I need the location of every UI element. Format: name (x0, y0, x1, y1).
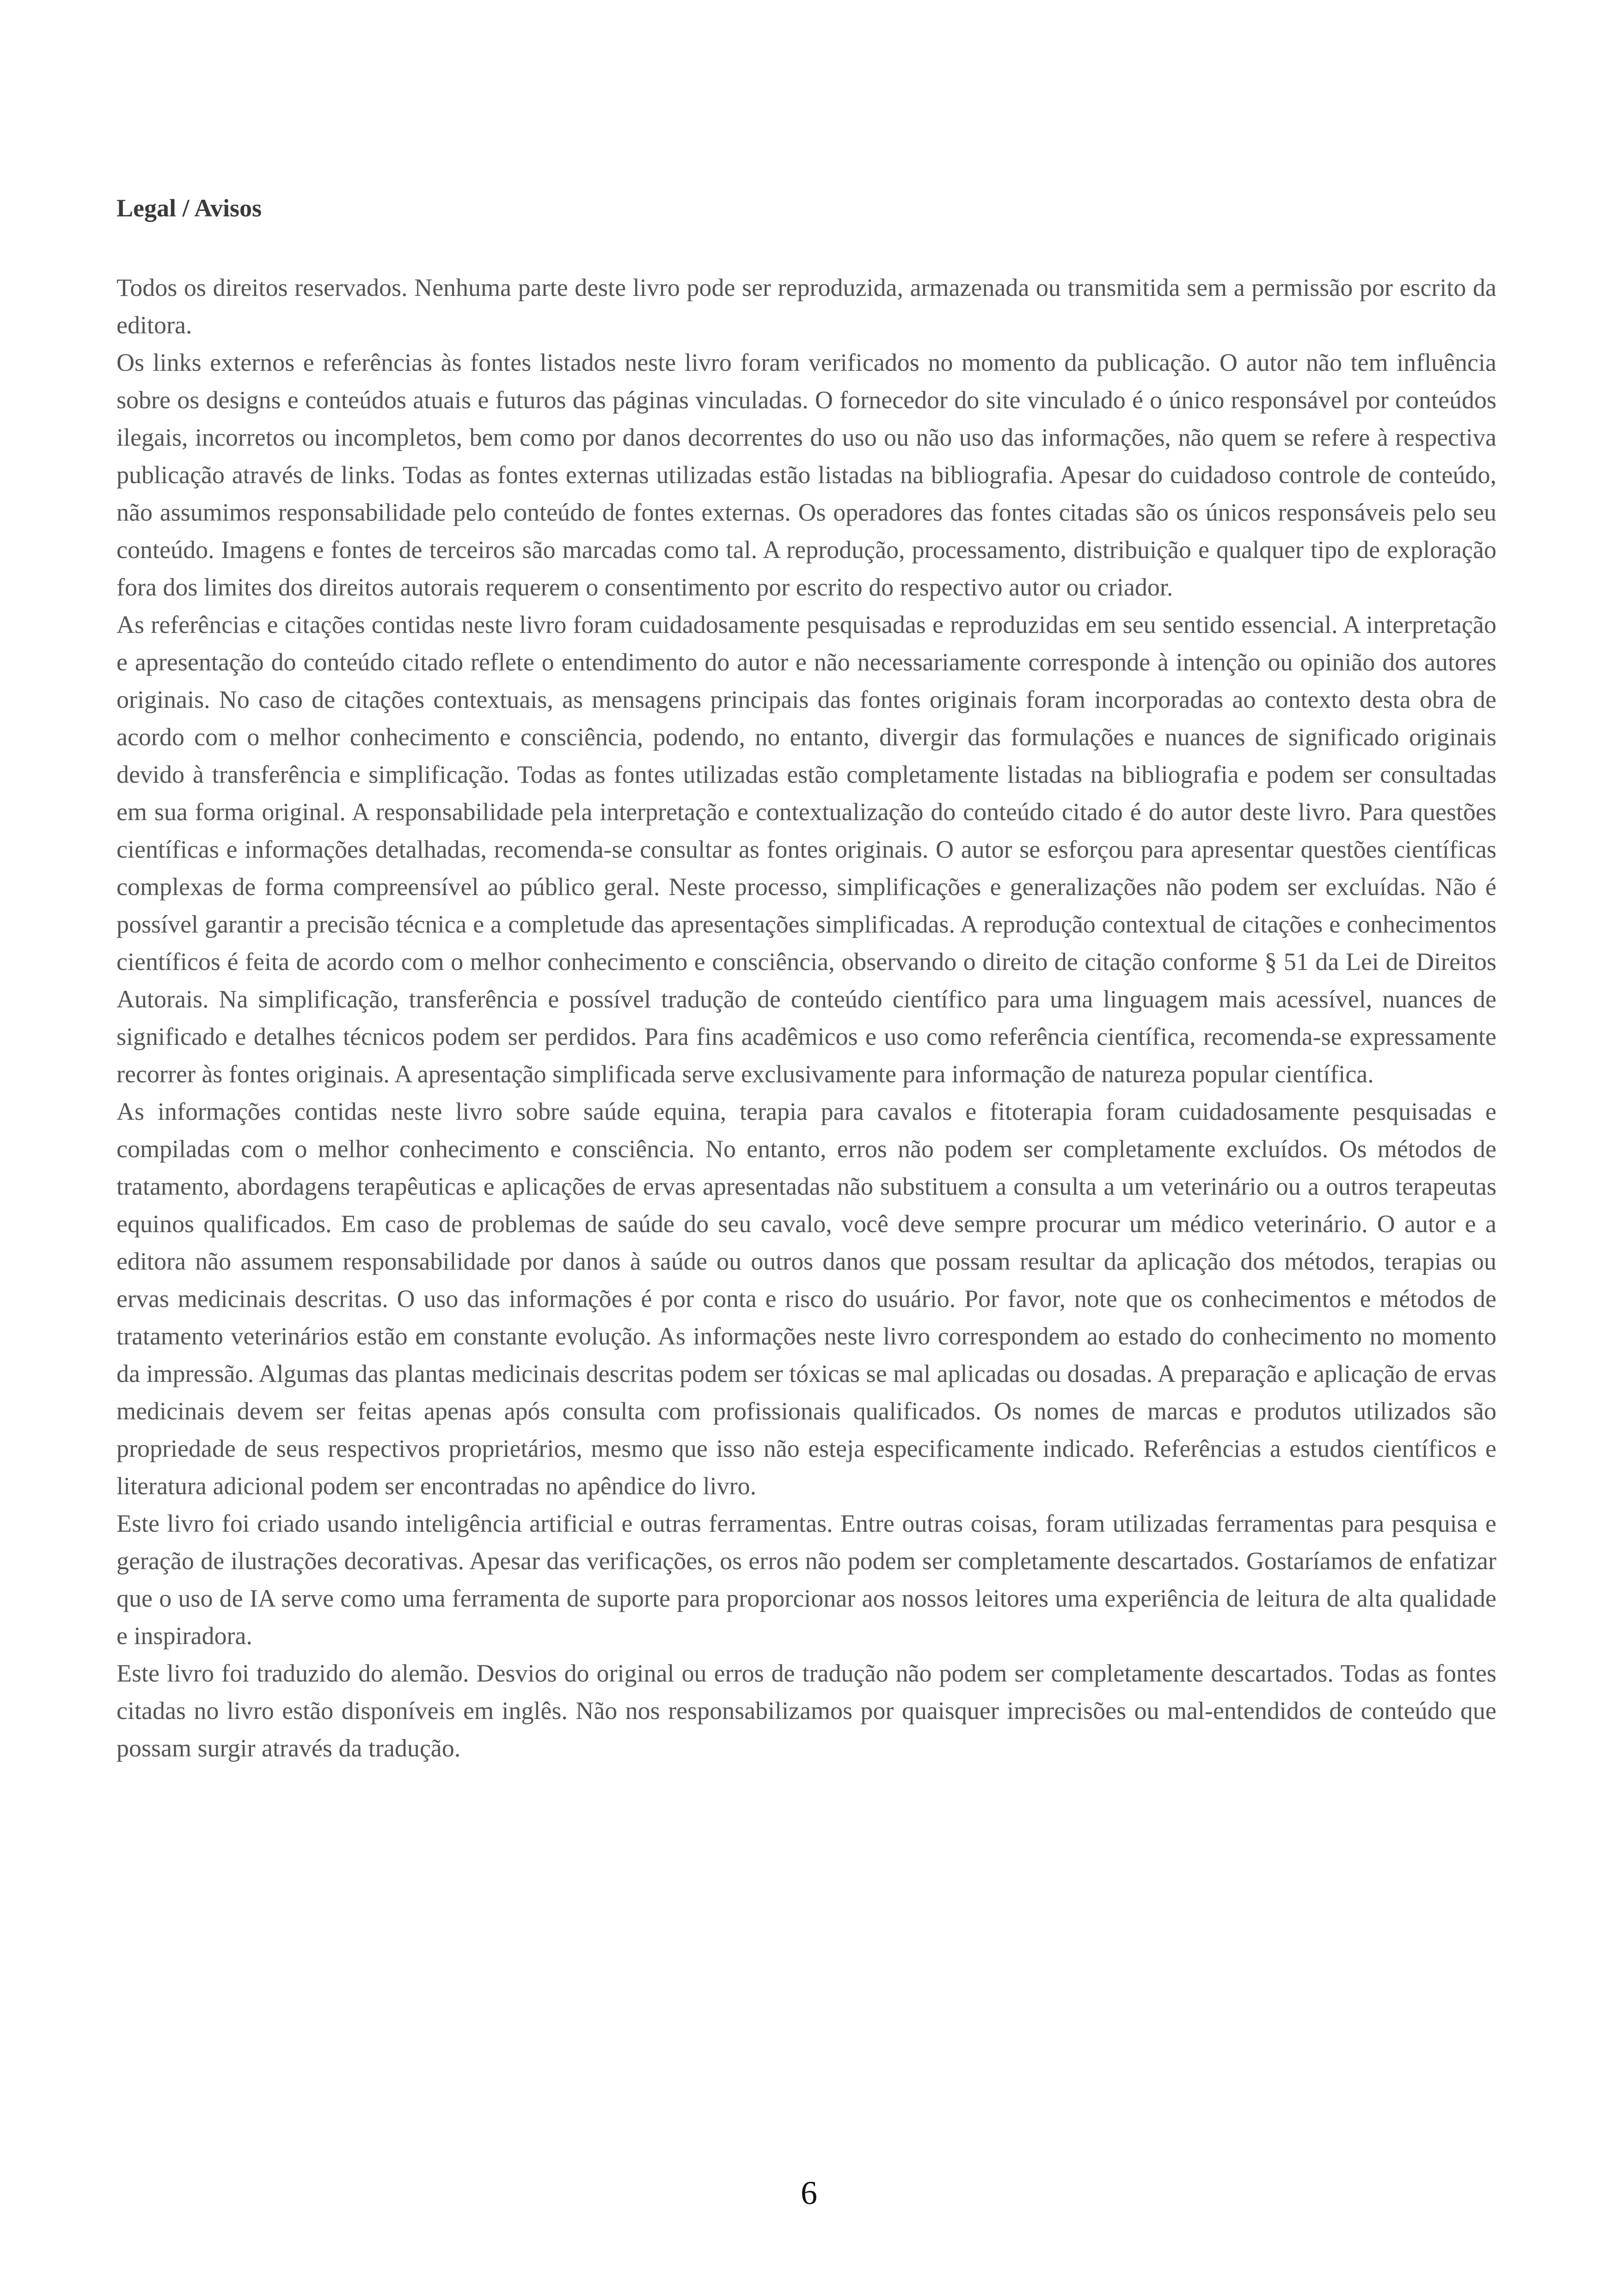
paragraph-health-disclaimer: As informações contidas neste livro sobre saúde equina, terapia para cavalos e fitoterapia foram cuidadosamente pesquisadas e compiladas com o melhor conhecimento e consciência. No entanto, erros não podem ser completamente excluídos. Os métodos de tratamento, abordagens terapêuticas e aplicações de ervas apresentadas não substituem a consulta a um veterinário ou a outros terapeutas equinos qualificados. Em caso de problemas de saúde do seu cavalo, você deve sempre procurar um médico veterinário. O autor e a editora não assumem responsabilidade por danos à saúde ou outros danos que possam resultar da aplicação dos métodos, terapias ou ervas medicinais descritas. O uso das informações é por conta e risco do usuário. Por favor, note que os conhecimentos e métodos de tratamento veterinários estão em constante evolução. As informações neste livro correspondem ao estado do conhecimento no momento da impressão. Algumas das plantas medicinais descritas podem ser tóxicas se mal aplicadas ou dosadas. A preparação e aplicação de ervas medicinais devem ser feitas apenas após consulta com profissionais qualificados. Os nomes de marcas e produtos utilizados são propriedade de seus respectivos proprietários, mesmo que isso não esteja especificamente indicado. Referências a estudos científicos e literatura adicional podem ser encontradas no apêndice do livro. (116, 1098, 1496, 1500)
paragraph-ai-usage: Este livro foi criado usando inteligência artificial e outras ferramentas. Entre outras coisas, foram utilizadas ferramentas para pesquisa e geração de ilustrações decorativas. Apesar das verificações, os erros não podem ser completamente descartados. Gostaríamos de enfatizar que o uso de IA serve como uma ferramenta de suporte para proporcionar aos nossos leitores uma experiência de leitura de alta qualidade e inspiradora. (116, 1510, 1496, 1650)
section-heading: Legal / Avisos (116, 194, 262, 222)
paragraph-translation: Este livro foi traduzido do alemão. Desvios do original ou erros de tradução não podem ser completamente descartados. Todas as fontes citadas no livro estão disponíveis em inglês. Não nos responsabilizamos por quaisquer imprecisões ou mal-entendidos de conteúdo que possam surgir através da tradução. (116, 1659, 1496, 1762)
legal-notice-body (116, 269, 1496, 1767)
paragraph-copyright: Todos os direitos reservados. Nenhuma parte deste livro pode ser reproduzida, armazenada ou transmitida sem a permissão por escrito da editora. (116, 274, 1496, 339)
paragraph-external-links: Os links externos e referências às fontes listados neste livro foram verificados no momento da publicação. O autor não tem influência sobre os designs e conteúdos atuais e futuros das páginas vinculadas. O fornecedor do site vinculado é o único responsável por conteúdos ilegais, incorretos ou incompletos, bem como por danos decorrentes do uso ou não uso das informações, não quem se refere à respectiva publicação através de links. Todas as fontes externas utilizadas estão listadas na bibliografia. Apesar do cuidadoso controle de conteúdo, não assumimos responsabilidade pelo conteúdo de fontes externas. Os operadores das fontes citadas são os únicos responsáveis pelo seu conteúdo. Imagens e fontes de terceiros são marcadas como tal. A reprodução, processamento, distribuição e qualquer tipo de exploração fora dos limites dos direitos autorais requerem o consentimento por escrito do respectivo autor ou criador. (116, 349, 1496, 601)
paragraph-citations: As referências e citações contidas neste livro foram cuidadosamente pesquisadas e reproduzidas em seu sentido essencial. A interpretação e apresentação do conteúdo citado reflete o entendimento do autor e não necessariamente corresponde à intenção ou opinião dos autores originais. No caso de citações contextuais, as mensagens principais das fontes originais foram incorporadas ao contexto desta obra de acordo com o melhor conhecimento e consciência, podendo, no entanto, divergir das formulações e nuances de significado originais devido à transferência e simplificação. Todas as fontes utilizadas estão completamente listadas na bibliografia e podem ser consultadas em sua forma original. A responsabilidade pela interpretação e contextualização do conteúdo citado é do autor deste livro. Para questões científicas e informações detalhadas, recomenda-se consultar as fontes originais. O autor se esforçou para apresentar questões científicas complexas de forma compreensível ao público geral. Neste processo, simplificações e generalizações não podem ser excluídas. Não é possível garantir a precisão técnica e a completude das apresentações simplificadas. A reprodução contextual de citações e conhecimentos científicos é feita de acordo com o melhor conhecimento e consciência, observando o direito de citação conforme § 51 da Lei de Direitos Autorais. Na simplificação, transferência e possível tradução de conteúdo científico para uma linguagem mais acessível, nuances de significado e detalhes técnicos podem ser perdidos. Para fins acadêmicos e uso como referência científica, recomenda-se expressamente recorrer às fontes originais. A apresentação simplificada serve exclusivamente para informação de natureza popular científica. (116, 611, 1496, 1088)
page-number: 6 (801, 2174, 817, 2211)
